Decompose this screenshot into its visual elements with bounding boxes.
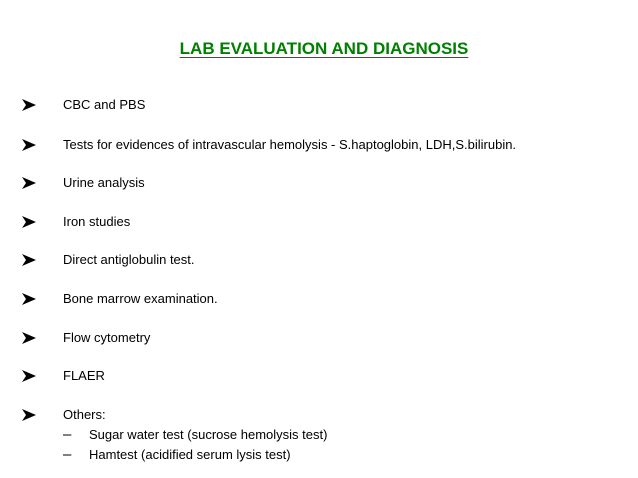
arrow-bullet-icon: [21, 175, 37, 191]
bullet-item: [0, 366, 638, 386]
dash-bullet-icon: –: [63, 446, 72, 463]
slide-title: LAB EVALUATION AND DIAGNOSIS: [179, 39, 469, 58]
bullet-item: [0, 212, 638, 232]
bullet-text: FLAER: [63, 368, 105, 383]
bullet-text: Flow cytometry: [63, 330, 151, 345]
bullet-text: Direct antiglobulin test.: [63, 252, 195, 267]
bullet-item: [0, 135, 638, 155]
arrow-bullet-icon: [21, 97, 37, 113]
arrow-bullet-icon: [21, 368, 37, 384]
bullet-text: Urine analysis: [63, 175, 145, 190]
sub-bullet-text: Sugar water test (sucrose hemolysis test): [89, 427, 328, 442]
sub-bullet-text: Hamtest (acidified serum lysis test): [89, 447, 291, 462]
arrow-bullet-icon: [21, 291, 37, 307]
sub-bullet-item: [0, 445, 638, 465]
bullet-text: Iron studies: [63, 214, 131, 229]
bullet-item: [0, 250, 638, 270]
bullet-text: Tests for evidences of intravascular hemolysis - S.haptoglobin, LDH,S.bilirubin.: [63, 137, 517, 152]
dash-bullet-icon: –: [63, 426, 72, 443]
arrow-bullet-icon: [21, 214, 37, 230]
bullet-text: Others:: [63, 407, 106, 422]
arrow-bullet-icon: [21, 407, 37, 423]
bullet-text: Bone marrow examination.: [63, 291, 218, 306]
bullet-item: [0, 173, 638, 193]
sub-bullet-item: [0, 425, 638, 445]
arrow-bullet-icon: [21, 330, 37, 346]
bullet-item: [0, 289, 638, 309]
arrow-bullet-icon: [21, 252, 37, 268]
arrow-bullet-icon: [21, 137, 37, 153]
bullet-item: [0, 405, 638, 425]
bullet-item: [0, 95, 638, 115]
bullet-item: [0, 328, 638, 348]
bullet-text: CBC and PBS: [63, 97, 146, 112]
